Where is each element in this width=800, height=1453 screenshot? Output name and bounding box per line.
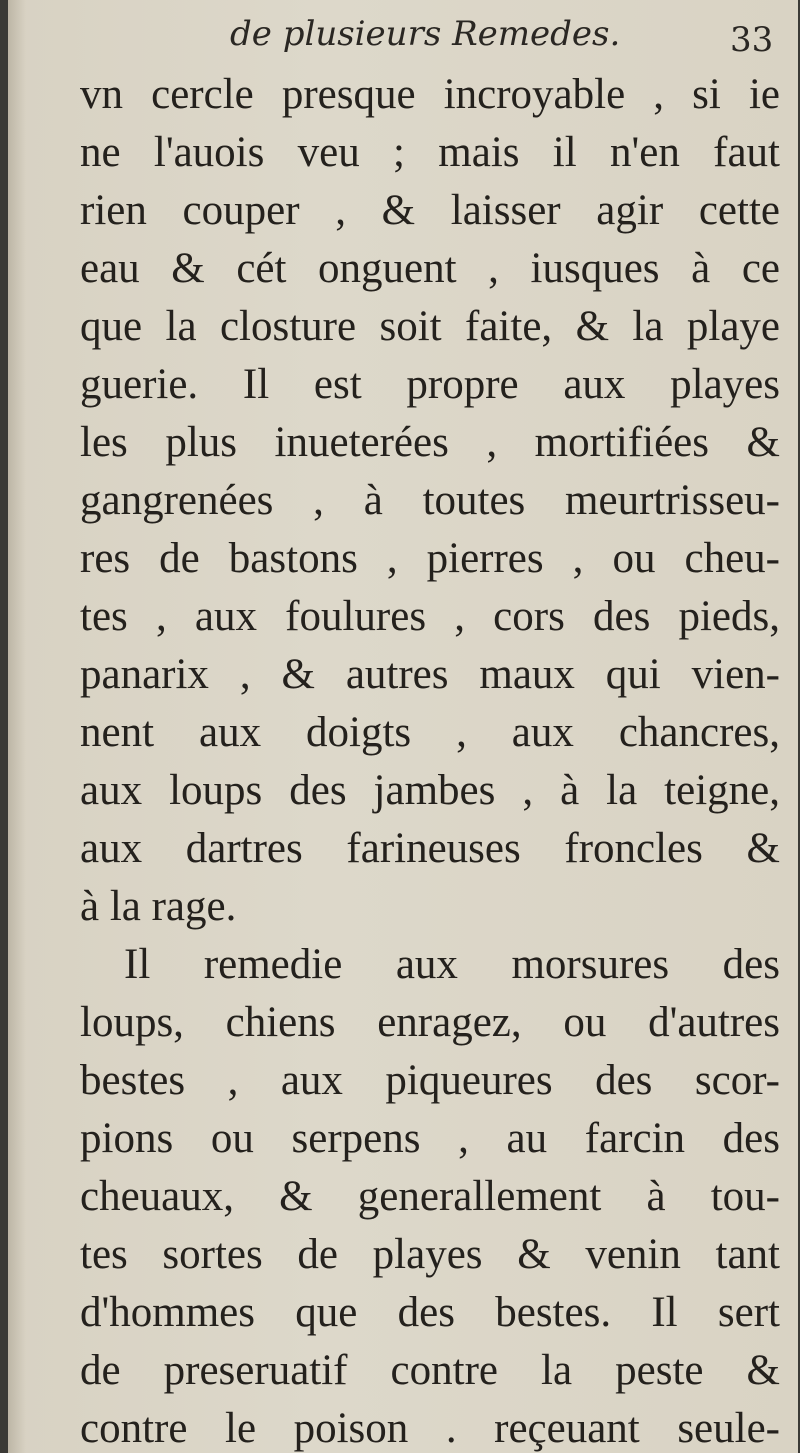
- text-line: contre le poison . reçeuant seule-: [80, 1405, 780, 1452]
- text-line: vn cercle presque incroyable , si ie: [80, 71, 780, 118]
- page-header: [8, 6, 798, 62]
- book-page: [8, 0, 798, 1453]
- text-line: nent aux doigts , aux chancres,: [80, 709, 780, 756]
- text-line: aux loups des jambes , à la teigne,: [80, 767, 780, 814]
- body-text: [80, 66, 780, 1453]
- text-line: à la rage.: [80, 883, 237, 930]
- text-line: tes sortes de playes & venin tant: [80, 1231, 780, 1278]
- text-line: d'hommes que des bestes. Il sert: [80, 1289, 780, 1336]
- text-line: pions ou serpens , au farcin des: [80, 1115, 780, 1162]
- text-line: aux dartres farineuses froncles &: [80, 825, 780, 872]
- text-line: gangrenées , à toutes meurtrisseu-: [80, 477, 780, 524]
- text-line: res de bastons , pierres , ou cheu-: [80, 535, 780, 582]
- text-line: panarix , & autres maux qui vien-: [80, 651, 780, 698]
- text-line: tes , aux foulures , cors des pieds,: [80, 593, 780, 640]
- text-line: de preseruatif contre la peste &: [80, 1347, 780, 1394]
- text-line: ne l'auois veu ; mais il n'en faut: [80, 129, 780, 176]
- text-line: guerie. Il est propre aux playes: [80, 361, 780, 408]
- text-line: les plus inueterées , mortifiées &: [80, 419, 780, 466]
- text-line: rien couper , & laisser agir cette: [80, 187, 780, 234]
- text-line: cheuaux, & generallement à tou-: [80, 1173, 780, 1220]
- text-line: que la closture soit faite, & la playe: [80, 303, 780, 350]
- text-line: eau & cét onguent , iusques à ce: [80, 245, 780, 292]
- page-number: 33: [730, 20, 774, 60]
- running-title: de plusieurs Remedes.: [230, 14, 621, 54]
- text-line: loups, chiens enragez, ou d'autres: [80, 999, 780, 1046]
- text-line: bestes , aux piqueures des scor-: [80, 1057, 780, 1104]
- text-line: Il remedie aux morsures des: [124, 941, 780, 988]
